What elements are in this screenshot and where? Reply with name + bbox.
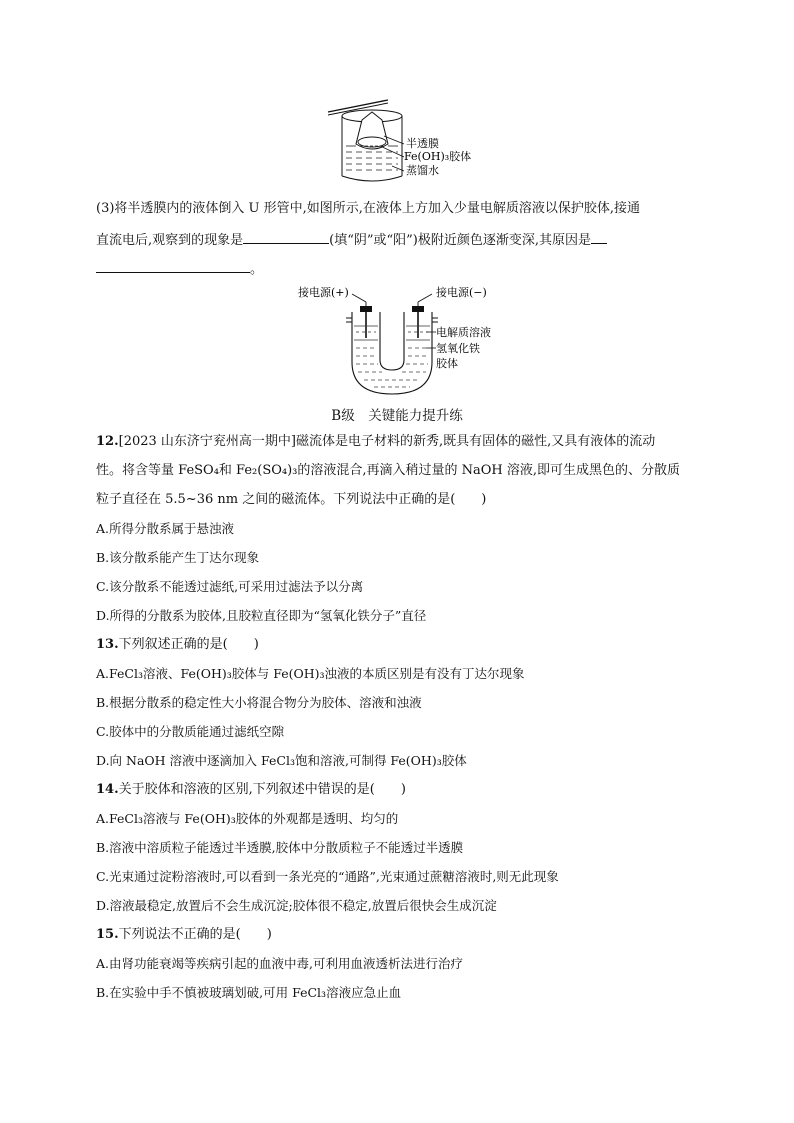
membrane-label: 半透膜	[406, 137, 439, 150]
q12-line1	[96, 433, 655, 451]
q13-number: 13.	[96, 637, 119, 652]
q11-3-text-a: 直流电后,观察到的现象是	[96, 233, 244, 248]
q11-3-line1: (3)将半透膜内的液体倒入 U 形管中,如图所示,在液体上方加入少量电解质溶液以保护胶体,接通	[96, 201, 641, 216]
q13-stem: 下列叙述正确的是( )	[118, 637, 259, 652]
negative-electrode-label: 接电源(−)	[436, 286, 487, 299]
q12-option-c[interactable]: C.该分散系不能透过滤纸,可采用过滤法予以分离	[96, 579, 364, 594]
positive-electrode-label: 接电源(+)	[298, 286, 349, 299]
q13-stem-line	[96, 636, 259, 654]
q11-3-line2	[96, 229, 607, 250]
u-tube-electrophoresis-figure	[296, 282, 526, 400]
q14-option-a[interactable]: A.FeCl₃溶液与 Fe(OH)₃胶体的外观都是透明、均匀的	[96, 811, 399, 826]
q14-option-b[interactable]: B.溶液中溶质粒子能透过半透膜,胶体中分散质粒子不能透过半透膜	[96, 840, 464, 855]
q15-option-b[interactable]: B.在实验中手不慎被玻璃划破,可用 FeCl₃溶液应急止血	[96, 985, 402, 1000]
colloid-label-2: 胶体	[436, 357, 458, 370]
electrolyte-label: 电解质溶液	[436, 326, 491, 339]
answer-blank-electrode[interactable]	[243, 229, 329, 244]
q13-option-d[interactable]: D.向 NaOH 溶液中逐滴加入 FeCl₃饱和溶液,可制得 Fe(OH)₃胶体	[96, 753, 467, 768]
answer-blank-reason[interactable]	[96, 258, 250, 273]
q11-3-period: 。	[250, 262, 264, 277]
q12-number: 12.	[96, 434, 119, 449]
dialysis-beaker-figure	[322, 96, 482, 188]
q14-stem: 关于胶体和溶液的区别,下列叙述中错误的是( )	[118, 782, 406, 797]
q12-line2: 性。将含等量 FeSO₄和 Fe₂(SO₄)₃的溶液混合,再滴入稍过量的 NaOH 溶液,即可生成黑色的、分散质	[96, 463, 681, 478]
q12-option-d[interactable]: D.所得的分散系为胶体,且胶粒直径即为“氢氧化铁分子”直径	[96, 608, 427, 623]
q15-option-a[interactable]: A.由肾功能衰竭等疾病引起的血液中毒,可利用血液透析法进行治疗	[96, 956, 463, 971]
answer-blank-reason-start[interactable]	[591, 229, 607, 244]
q12-option-b[interactable]: B.该分散系能产生丁达尔现象	[96, 550, 260, 565]
q15-stem-line	[96, 926, 272, 944]
q15-number: 15.	[96, 927, 119, 942]
q12-stem-1: [2023 山东济宁兖州高一期中]磁流体是电子材料的新秀,既具有固体的磁性,又具有液体的流动	[118, 434, 656, 449]
q14-stem-line	[96, 781, 406, 799]
q13-option-b[interactable]: B.根据分散系的稳定性大小将混合物分为胶体、溶液和浊液	[96, 695, 422, 710]
colloid-label: Fe(OH)₃胶体	[404, 150, 472, 163]
q15-stem: 下列说法不正确的是( )	[118, 927, 272, 942]
q11-3-line3	[96, 258, 263, 279]
q14-option-c[interactable]: C.光束通过淀粉溶液时,可以看到一条光亮的“通路”,光束通过蔗糖溶液时,则无此现象	[96, 869, 559, 884]
q13-option-a[interactable]: A.FeCl₃溶液、Fe(OH)₃胶体与 Fe(OH)₃浊液的本质区别是有没有丁达尔现象	[96, 666, 525, 681]
q14-number: 14.	[96, 782, 119, 797]
water-label: 蒸馏水	[406, 164, 439, 177]
q14-option-d[interactable]: D.溶液最稳定,放置后不会生成沉淀;胶体很不稳定,放置后很快会生成沉淀	[96, 898, 497, 913]
section-title: B级 关键能力提升练	[331, 408, 463, 424]
q12-option-a[interactable]: A.所得分散系属于悬浊液	[96, 521, 235, 536]
q13-option-c[interactable]: C.胶体中的分散质能通过滤纸空隙	[96, 724, 285, 739]
ferric-hydroxide-label: 氢氧化铁	[436, 342, 480, 355]
q12-line3: 粒子直径在 5.5~36 nm 之间的磁流体。下列说法中正确的是( )	[96, 492, 487, 507]
q11-3-text-b: (填“阴”或“阳”)极附近颜色逐渐变深,其原因是	[329, 233, 592, 248]
